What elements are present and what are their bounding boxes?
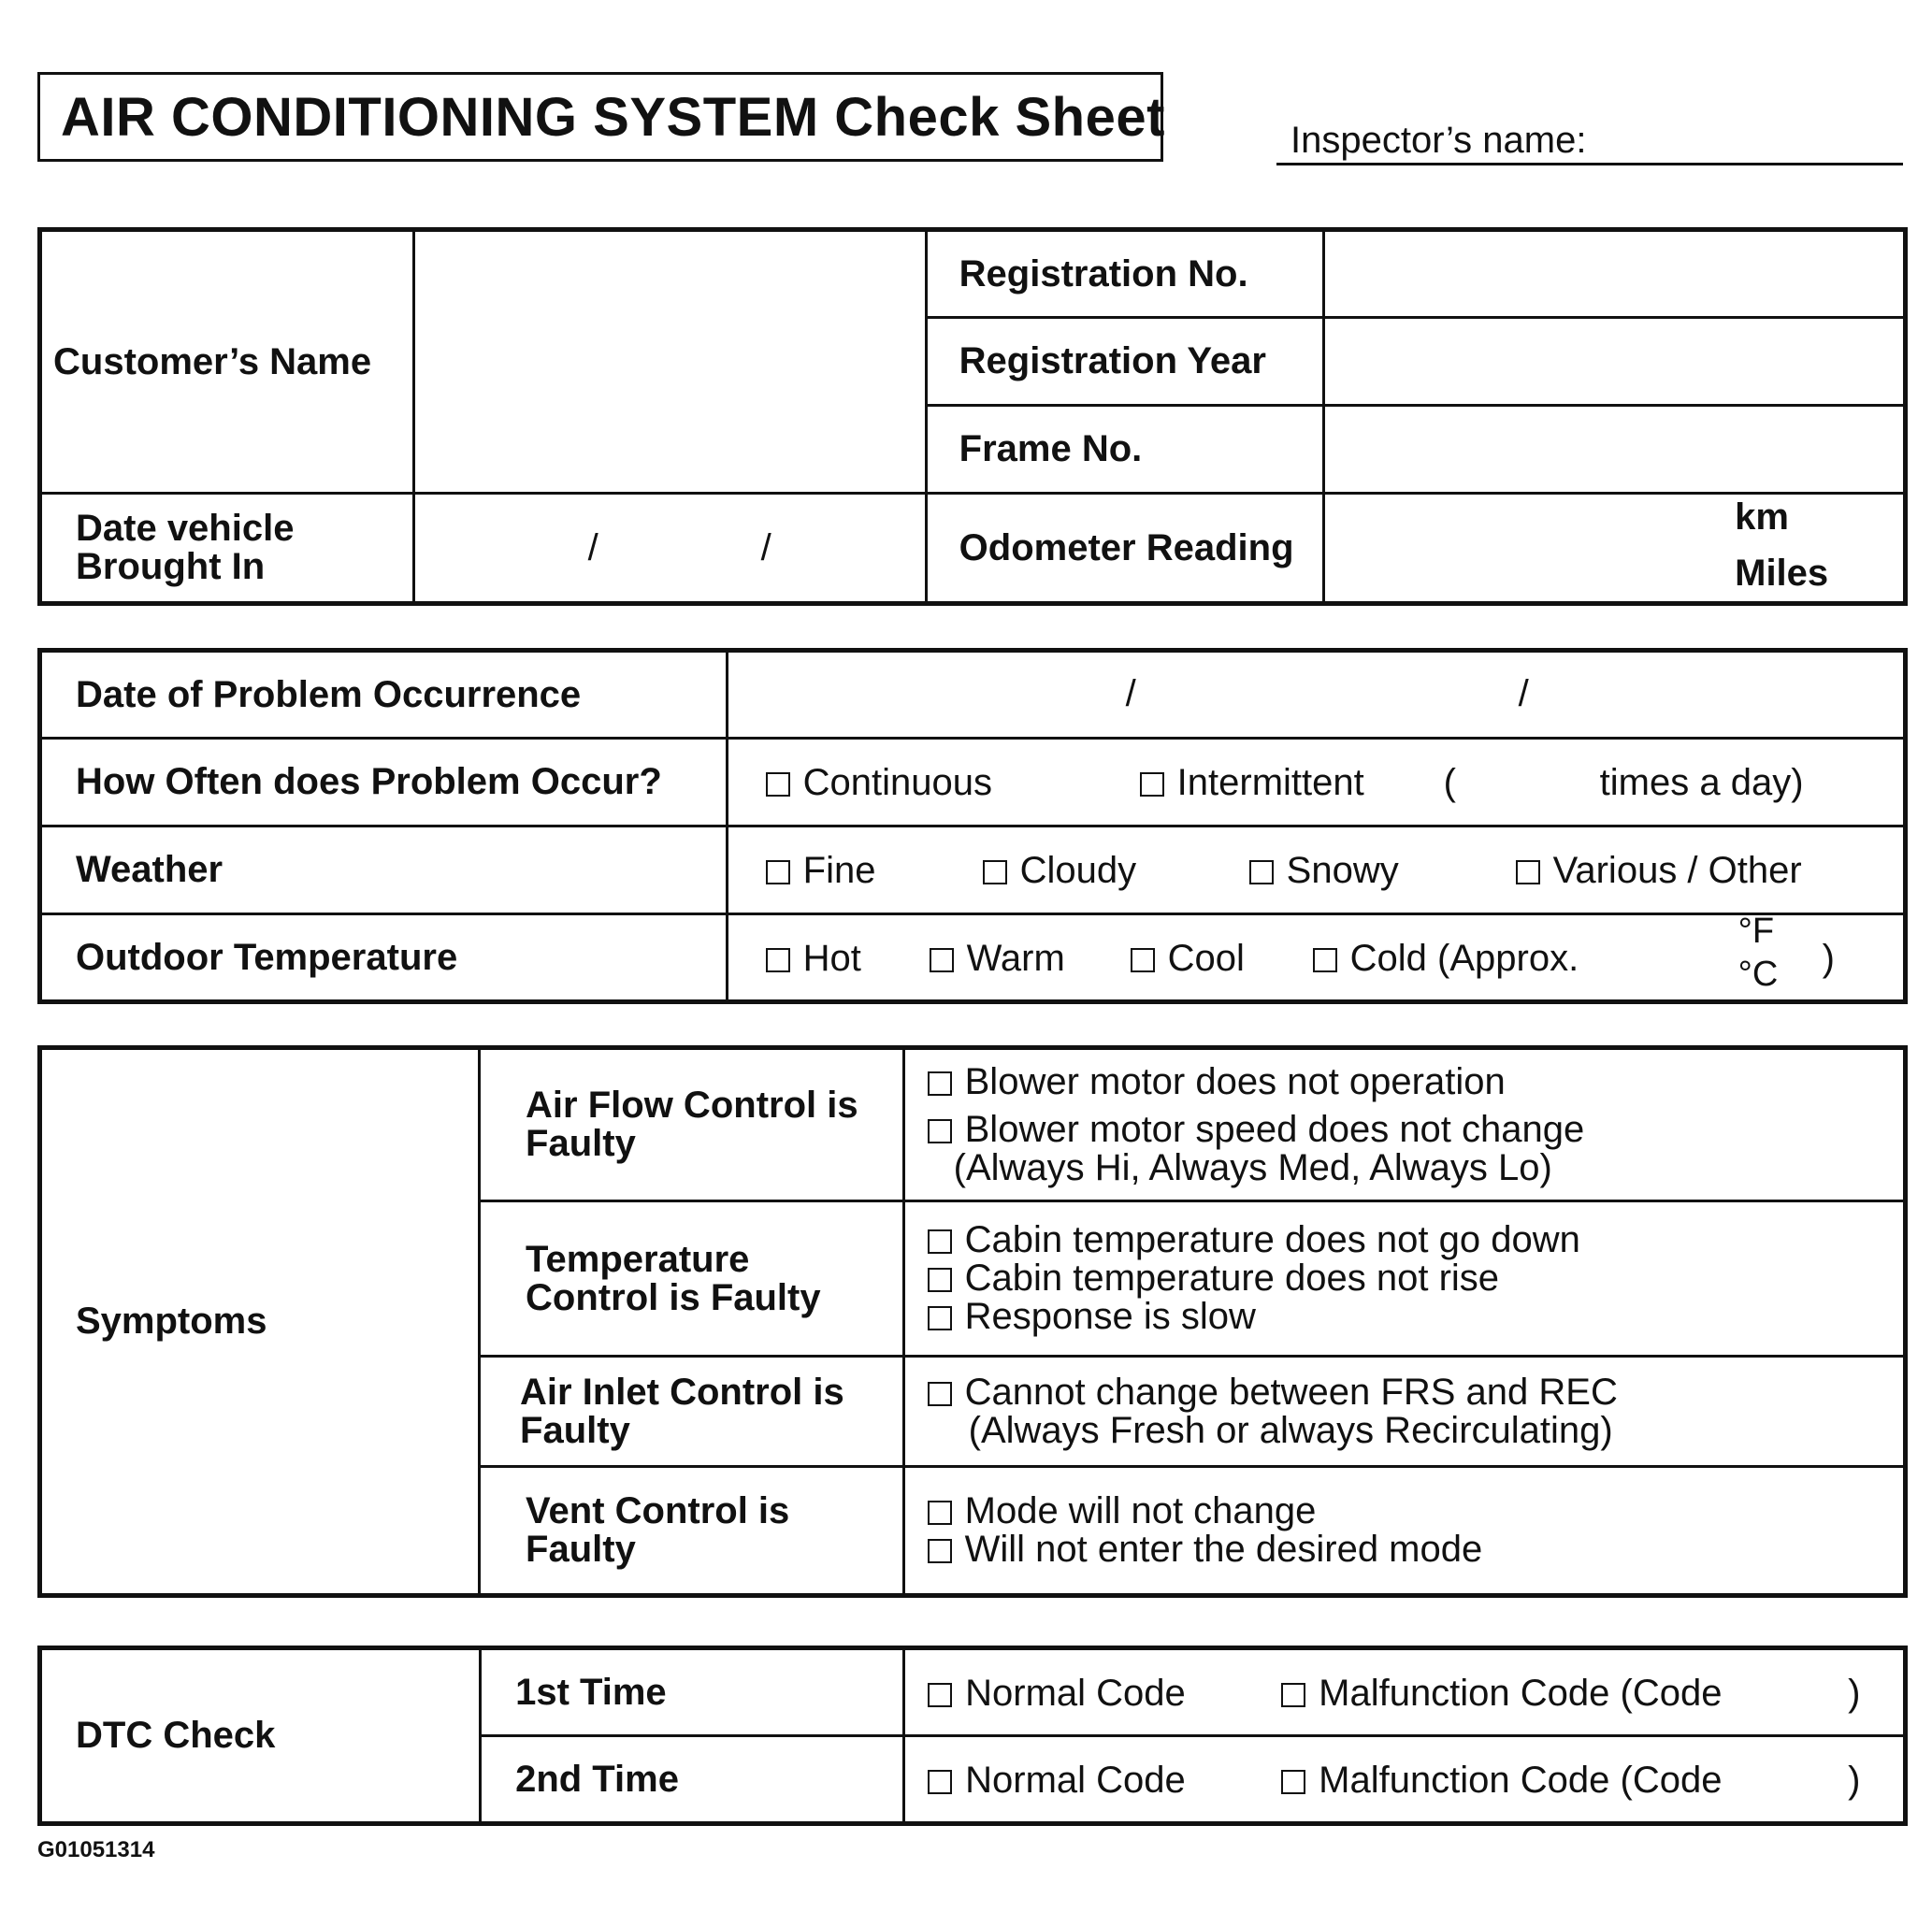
dtc-first-close-paren: ) — [1848, 1673, 1861, 1714]
air-inlet-option-1-label: Cannot change between FRS and REC — [964, 1371, 1618, 1413]
temperature-option-1[interactable] — [928, 1221, 1903, 1259]
sheet-title-box — [37, 72, 1163, 162]
temperature-warm-label: Warm — [966, 938, 1065, 979]
weather-fine-option[interactable] — [766, 850, 876, 892]
air-inlet-control-label — [480, 1357, 904, 1467]
sheet-title: AIR CONDITIONING SYSTEM Check Sheet — [61, 86, 1165, 148]
air-flow-option-1-label: Blower motor does not operation — [964, 1060, 1506, 1102]
odometer-unit-miles: Miles — [1735, 553, 1829, 594]
vent-option-2-label: Will not enter the desired mode — [964, 1529, 1483, 1570]
temperature-close-paren: ) — [1822, 938, 1835, 979]
customer-name-label: Customer’s Name — [40, 230, 414, 494]
temperature-hot-option[interactable] — [766, 938, 861, 980]
temperature-option-2-label: Cabin temperature does not rise — [964, 1258, 1500, 1299]
frequency-times-suffix: times a day) — [1599, 762, 1804, 803]
temperature-label: Outdoor Temperature — [40, 914, 728, 1002]
air-flow-control-label — [480, 1048, 904, 1201]
weather-other-option[interactable] — [1516, 850, 1802, 892]
inspector-name-label: Inspector’s name: — [1290, 120, 1587, 161]
customer-name-field[interactable] — [413, 230, 926, 494]
registration-year-field[interactable] — [1324, 318, 1906, 406]
checkbox[interactable] — [928, 1539, 952, 1563]
checkbox[interactable] — [1281, 1770, 1305, 1794]
weather-snowy-option[interactable] — [1249, 850, 1399, 892]
dtc-first-malfunction-option[interactable] — [1281, 1673, 1722, 1715]
registration-no-label: Registration No. — [926, 230, 1323, 318]
dtc-first-normal-label: Normal Code — [965, 1673, 1186, 1714]
dtc-first-time-label: 1st Time — [481, 1648, 904, 1736]
checkbox[interactable] — [1281, 1683, 1305, 1707]
date-separator-1: / — [587, 527, 598, 568]
dtc-second-time-label: 2nd Time — [481, 1736, 904, 1824]
checkbox[interactable] — [928, 1119, 952, 1143]
checkbox[interactable] — [1140, 772, 1164, 797]
weather-other-label: Various / Other — [1552, 850, 1802, 891]
problem-date-separator-2: / — [1518, 673, 1529, 714]
air-inlet-control-label-line1: Air Inlet Control is — [520, 1371, 844, 1413]
temperature-cold-option[interactable] — [1313, 938, 1579, 980]
checkbox[interactable] — [766, 860, 790, 884]
air-flow-control-label-line1: Air Flow Control is — [526, 1085, 858, 1126]
dtc-second-close-paren: ) — [1848, 1760, 1861, 1801]
temperature-control-label-line2: Control is Faulty — [526, 1276, 821, 1318]
frame-no-field[interactable] — [1324, 406, 1906, 494]
checkbox[interactable] — [1313, 948, 1337, 972]
temperature-cool-label: Cool — [1167, 938, 1245, 979]
temperature-option-3[interactable] — [928, 1298, 1903, 1336]
checkbox[interactable] — [766, 948, 790, 972]
symptoms-label: Symptoms — [40, 1048, 480, 1596]
air-flow-option-1[interactable] — [928, 1060, 1903, 1102]
dtc-check-table — [37, 1646, 1908, 1826]
checkbox[interactable] — [1249, 860, 1274, 884]
temperature-warm-option[interactable] — [930, 938, 1065, 980]
weather-snowy-label: Snowy — [1286, 850, 1399, 891]
checkbox[interactable] — [928, 1770, 952, 1794]
checkbox[interactable] — [928, 1268, 952, 1292]
date-brought-label-line2: Brought In — [76, 546, 266, 587]
checkbox[interactable] — [930, 948, 954, 972]
odometer-label: Odometer Reading — [926, 494, 1323, 604]
checkbox[interactable] — [928, 1382, 952, 1406]
weather-label: Weather — [40, 826, 728, 914]
symptoms-table — [37, 1045, 1908, 1598]
date-brought-label-line1: Date vehicle — [76, 508, 295, 549]
problem-date-separator-1: / — [1125, 673, 1136, 714]
air-inlet-control-options — [903, 1357, 1905, 1467]
dtc-first-time-options — [904, 1648, 1906, 1736]
temperature-control-options — [903, 1201, 1905, 1357]
dtc-first-malfunction-label: Malfunction Code (Code — [1319, 1673, 1723, 1714]
air-inlet-control-label-line2: Faulty — [520, 1409, 630, 1451]
air-flow-option-2[interactable] — [928, 1108, 1903, 1150]
air-flow-control-options — [903, 1048, 1905, 1201]
checkbox[interactable] — [928, 1306, 952, 1330]
dtc-second-normal-option[interactable] — [928, 1760, 1186, 1802]
frequency-options — [727, 739, 1905, 826]
unit-fahrenheit: °F — [1737, 912, 1775, 951]
frequency-label: How Often does Problem Occur? — [40, 739, 728, 826]
checkbox[interactable] — [766, 772, 790, 797]
air-flow-note: (Always Hi, Always Med, Always Lo) — [953, 1146, 1552, 1188]
air-flow-option-2-label: Blower motor speed does not change — [964, 1108, 1585, 1150]
frequency-continuous-option[interactable] — [766, 762, 992, 804]
temperature-control-label — [480, 1201, 904, 1357]
date-separator-2: / — [760, 527, 771, 568]
air-inlet-note: (Always Fresh or always Recirculating) — [968, 1409, 1613, 1451]
temperature-option-3-label: Response is slow — [964, 1296, 1256, 1337]
frequency-open-paren: ( — [1443, 762, 1456, 803]
temperature-options — [727, 914, 1905, 1002]
dtc-second-normal-label: Normal Code — [965, 1760, 1186, 1801]
frequency-intermittent-label: Intermittent — [1176, 762, 1364, 803]
vent-control-options — [903, 1467, 1905, 1596]
weather-cloudy-label: Cloudy — [1019, 850, 1137, 891]
problem-occurrence-table — [37, 648, 1908, 1004]
checkbox[interactable] — [928, 1071, 952, 1096]
date-brought-label — [40, 494, 414, 604]
weather-options — [727, 826, 1905, 914]
checkbox[interactable] — [1516, 860, 1540, 884]
temperature-option-1-label: Cabin temperature does not go down — [964, 1219, 1580, 1260]
odometer-unit-km: km — [1735, 496, 1789, 538]
weather-cloudy-option[interactable] — [983, 850, 1137, 892]
registration-year-label: Registration Year — [926, 318, 1323, 406]
frequency-continuous-label: Continuous — [802, 762, 993, 803]
inspector-name-field[interactable] — [1276, 120, 1903, 165]
frequency-intermittent-option[interactable] — [1140, 762, 1364, 804]
weather-fine-label: Fine — [802, 850, 876, 891]
temperature-option-2[interactable] — [928, 1259, 1903, 1298]
vent-control-label-line1: Vent Control is — [526, 1490, 790, 1531]
checkbox[interactable] — [928, 1229, 952, 1254]
temperature-control-label-line1: Temperature — [526, 1238, 750, 1280]
vent-option-1[interactable] — [928, 1492, 1903, 1531]
dtc-check-label: DTC Check — [40, 1648, 481, 1824]
checkbox[interactable] — [928, 1501, 952, 1525]
unit-celsius: °C — [1737, 955, 1779, 994]
dtc-first-normal-option[interactable] — [928, 1673, 1186, 1715]
vent-option-1-label: Mode will not change — [964, 1490, 1317, 1531]
vent-control-label-line2: Faulty — [526, 1529, 636, 1570]
dtc-second-malfunction-option[interactable] — [1281, 1760, 1722, 1802]
air-inlet-option-1[interactable] — [928, 1373, 1903, 1412]
vent-control-label — [480, 1467, 904, 1596]
registration-no-field[interactable] — [1324, 230, 1906, 318]
air-flow-control-label-line2: Faulty — [526, 1123, 636, 1164]
temperature-hot-label: Hot — [802, 938, 861, 979]
vehicle-info-table — [37, 227, 1908, 606]
problem-date-field[interactable] — [727, 651, 1905, 739]
temperature-cool-option[interactable] — [1131, 938, 1245, 980]
frame-no-label: Frame No. — [926, 406, 1323, 494]
dtc-second-malfunction-label: Malfunction Code (Code — [1319, 1760, 1723, 1801]
odometer-field[interactable] — [1324, 494, 1906, 604]
checkbox[interactable] — [1131, 948, 1155, 972]
checkbox[interactable] — [928, 1683, 952, 1707]
checkbox[interactable] — [983, 860, 1007, 884]
problem-date-label: Date of Problem Occurrence — [40, 651, 728, 739]
dtc-second-time-options — [904, 1736, 1906, 1824]
vent-option-2[interactable] — [928, 1531, 1903, 1569]
date-brought-field[interactable] — [413, 494, 926, 604]
temperature-cold-label: Cold (Approx. — [1349, 938, 1579, 979]
figure-code: G01051314 — [37, 1837, 155, 1862]
